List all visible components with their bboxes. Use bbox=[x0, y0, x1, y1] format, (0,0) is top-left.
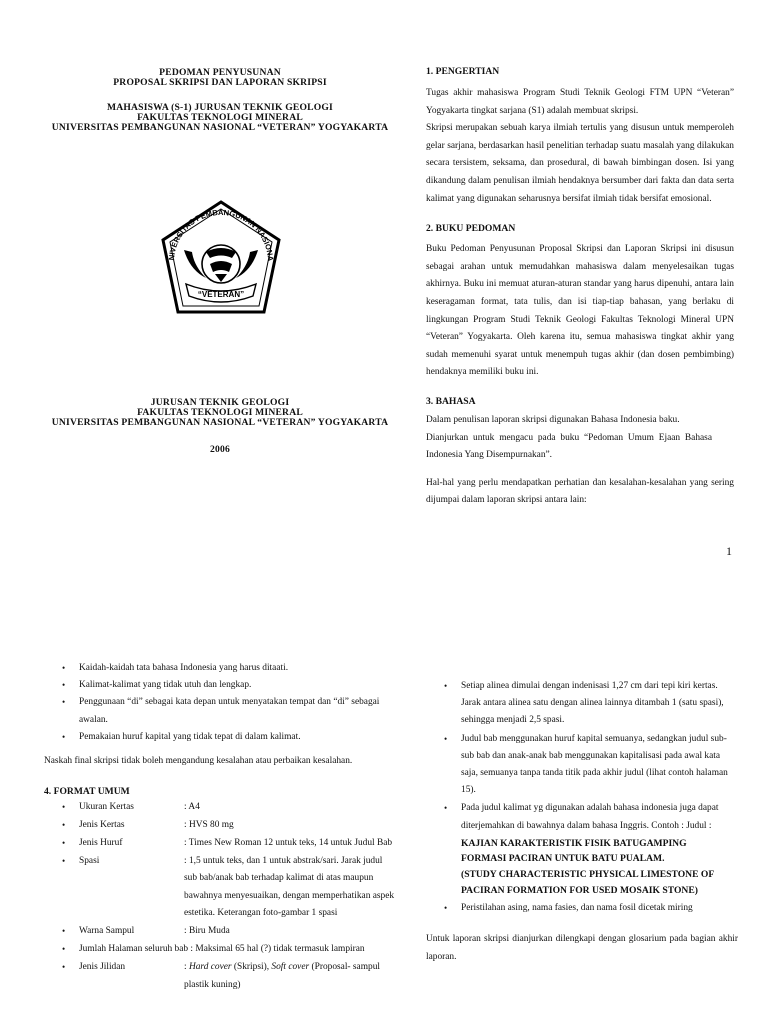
right-bottom-column bbox=[426, 678, 738, 967]
format-row-spacing bbox=[62, 853, 395, 922]
university-seal-icon bbox=[160, 200, 282, 318]
format-row-paper-size bbox=[62, 799, 395, 816]
section-2-title: 2. BUKU PEDOMAN bbox=[426, 223, 516, 235]
cover-footer-line3: UNIVERSITAS PEMBANGUNAN NASIONAL “VETERAN” YOGYAKARTA bbox=[51, 417, 389, 428]
format-key: • Warna Sampul bbox=[79, 926, 135, 937]
format-row-cover-color bbox=[62, 923, 395, 940]
example-title-line3: (STUDY CHARACTERISTIC PHYSICAL LIMESTONE OF bbox=[461, 869, 715, 881]
format-list bbox=[62, 799, 395, 994]
list-item: • Setiap alinea dimulai dengan indenisasi 1,27 cm dari tepi kiri kertas. Jarak antara alinea satu dengan alinea lainnya ditambah 1 (satu spasi), sehingga menjadi 2,5 spasi. bbox=[444, 678, 739, 730]
format-key: • Jenis Kertas bbox=[79, 819, 125, 830]
cover-title bbox=[40, 68, 400, 88]
section-2-paragraph: Buku Pedoman Penyusunan Proposal Skripsi dan Laporan Skripsi ini disusun sebagai arahan untuk memudahkan mahasiswa dalam menyelesaikan tugas akhirnya. Buku ini memuat aturan-aturan standar yang harus dipenuhi, antara lain keseragaman format, tata tulis, dan isi tiap-tiap bahasan, yang berlaku di lingkungan Program Studi Teknik Geologi Fakultas Teknologi Mineral UPN “Veteran” Yogyakarta. Oleh karena itu, semua mahasiswa tingkat akhir yang sudah memenuhi syarat untuk menempuh tugas akhir (dan dosen pembimbing) hendaknya memiliki buku ini. bbox=[426, 244, 734, 378]
format-row-font bbox=[62, 835, 395, 852]
cover-footer-line1: JURUSAN TEKNIK GEOLOGI bbox=[150, 397, 290, 408]
list-item: • Pemakaian huruf kapital yang tidak tepat di dalam kalimat. bbox=[62, 729, 397, 746]
format-value: : Biru Muda bbox=[184, 926, 230, 937]
list-item: • Kaidah-kaidah tata bahasa Indonesia yang harus ditaati. bbox=[62, 660, 397, 677]
format-value-prefix: : bbox=[184, 962, 189, 973]
format-rules-list bbox=[444, 678, 739, 917]
format-value-mid: (Skripsi), bbox=[231, 962, 272, 973]
example-title-line4: PACIRAN FORMATION FOR USED MOSAIK STONE) bbox=[461, 884, 698, 896]
format-key: • Ukuran Kertas bbox=[79, 801, 134, 812]
example-title bbox=[461, 836, 739, 898]
left-bottom-column bbox=[44, 660, 394, 994]
cover-title-line2: PROPOSAL SKRIPSI DAN LAPORAN SKRIPSI bbox=[113, 77, 327, 88]
cover-subtitle-line2: FAKULTAS TEKNOLOGI MINERAL bbox=[137, 112, 303, 123]
cover-footer-line2: FAKULTAS TEKNOLOGI MINERAL bbox=[137, 407, 303, 418]
format-value-italic-2: Soft cover bbox=[271, 962, 310, 973]
format-row-binding bbox=[62, 959, 395, 993]
final-note: Naskah final skripsi tidak boleh mengandung kesalahan atau perbaikan kesalahan. bbox=[44, 756, 353, 767]
format-value: : 1,5 untuk teks, dan 1 untuk abstrak/sari. Jarak judul sub bab/anak bab terhadap kalimat di atas maupun bawahnya menyesuaikan, dengan memperhatikan aspek estetika. Keterangan foto-gambar 1 spasi bbox=[184, 856, 395, 918]
right-top-column bbox=[426, 66, 734, 510]
cover-subtitle-line1: MAHASISWA (S-1) JURUSAN TEKNIK GEOLOGI bbox=[107, 102, 333, 113]
section-4-title: 4. FORMAT UMUM bbox=[44, 785, 130, 797]
list-item: • Judul bab menggunakan huruf kapital semuanya, sedangkan judul sub-sub bab dan anak-anak bab menggunakan kapitalisasi pada awal kata saja, semuanya tanpa tanda titik pada akhir judul (lihat contoh halaman 15). bbox=[444, 731, 739, 800]
section-1-paragraph-2: Skripsi merupakan sebuah karya ilmiah tertulis yang disusun untuk memperoleh gelar sarjana, berdasarkan hasil penelitian terhadap suatu masalah yang dilakukan secara tersistem, seksama, dan prosedural, di bawah bimbingan dosen. Isi yang dikandung dalam penulisan ilmiah hendaknya bersumber dari fakta dan data serta kalimat yang digunakan seharusnya bersifat ilmiah tidak bersifat emosional. bbox=[426, 123, 734, 204]
format-key: • Spasi bbox=[79, 856, 100, 867]
university-logo bbox=[160, 200, 282, 318]
format-key: • Jenis Jilidan bbox=[79, 962, 126, 973]
list-item-text: Pada judul kalimat yg digunakan adalah bahasa indonesia juga dapat diterjemahkan di bawahnya dalam bahasa Inggris. Contoh : Judul : bbox=[461, 803, 719, 831]
language-issues-list bbox=[62, 660, 397, 746]
example-title-line2: FORMASI PACIRAN UNTUK BATU PUALAM. bbox=[461, 853, 665, 865]
cover-subtitle bbox=[40, 103, 400, 133]
format-row-paper-type bbox=[62, 817, 395, 834]
section-3-paragraph-1: Dalam penulisan laporan skripsi digunakan Bahasa Indonesia baku. bbox=[426, 414, 680, 425]
format-key: • Jenis Huruf bbox=[79, 838, 123, 849]
format-row-page-count: • Jumlah Halaman seluruh bab : Maksimal 65 hal (?) tidak termasuk lampiran bbox=[62, 941, 395, 958]
cover-year: 2006 bbox=[210, 444, 230, 455]
closing-paragraph: Untuk laporan skripsi dianjurkan dilengkapi dengan glosarium pada bagian akhir laporan. bbox=[426, 934, 738, 962]
page-number: 1 bbox=[726, 544, 732, 558]
list-item: • Kalimat-kalimat yang tidak utuh dan lengkap. bbox=[62, 677, 397, 694]
format-value: : HVS 80 mg bbox=[184, 819, 234, 830]
cover-subtitle-line3: UNIVERSITAS PEMBANGUNAN NASIONAL “VETERAN” YOGYAKARTA bbox=[51, 122, 389, 133]
format-value-italic-1: Hard cover bbox=[188, 962, 232, 973]
section-3-paragraph-2: Dianjurkan untuk mengacu pada buku “Pedoman Umum Ejaan Bahasa Indonesia Yang Disempurnakan”. bbox=[426, 432, 712, 461]
format-value-suffix: (Proposal- sampul plastik kuning) bbox=[184, 962, 380, 990]
logo-banner-text: “VETERAN” bbox=[197, 290, 245, 299]
cover-title-line1: PEDOMAN PENYUSUNAN bbox=[159, 67, 281, 78]
format-value bbox=[184, 959, 395, 993]
section-1-paragraph-1: Tugas akhir mahasiswa Program Studi Teknik Geologi FTM UPN “Veteran” Yogyakarta tingkat sarjana (S1) adalah membuat skripsi. bbox=[426, 88, 734, 116]
list-item: • Peristilahan asing, nama fasies, dan nama fosil dicetak miring bbox=[444, 900, 739, 917]
list-item: • Penggunaan “di” sebagai kata depan untuk menyatakan tempat dan “di” sebagai awalan. bbox=[62, 694, 397, 728]
logo-ring-text: NIVERSITAS PEMBANGUNAN NASIONA bbox=[166, 207, 276, 262]
cover-footer bbox=[40, 398, 400, 428]
format-value: : Times New Roman 12 untuk teks, 14 untuk Judul Bab bbox=[184, 838, 393, 849]
example-title-line1: KAJIAN KARAKTERISTIK FISIK BATUGAMPING bbox=[461, 837, 687, 849]
format-value: : A4 bbox=[184, 801, 200, 812]
list-item bbox=[444, 800, 739, 898]
section-1-title: 1. PENGERTIAN bbox=[426, 66, 500, 77]
section-3-title: 3. BAHASA bbox=[426, 395, 476, 407]
section-3-paragraph-3: Hal-hal yang perlu mendapatkan perhatian dan kesalahan-kesalahan yang sering dijumpai dalam laporan skripsi antara lain: bbox=[426, 477, 734, 506]
